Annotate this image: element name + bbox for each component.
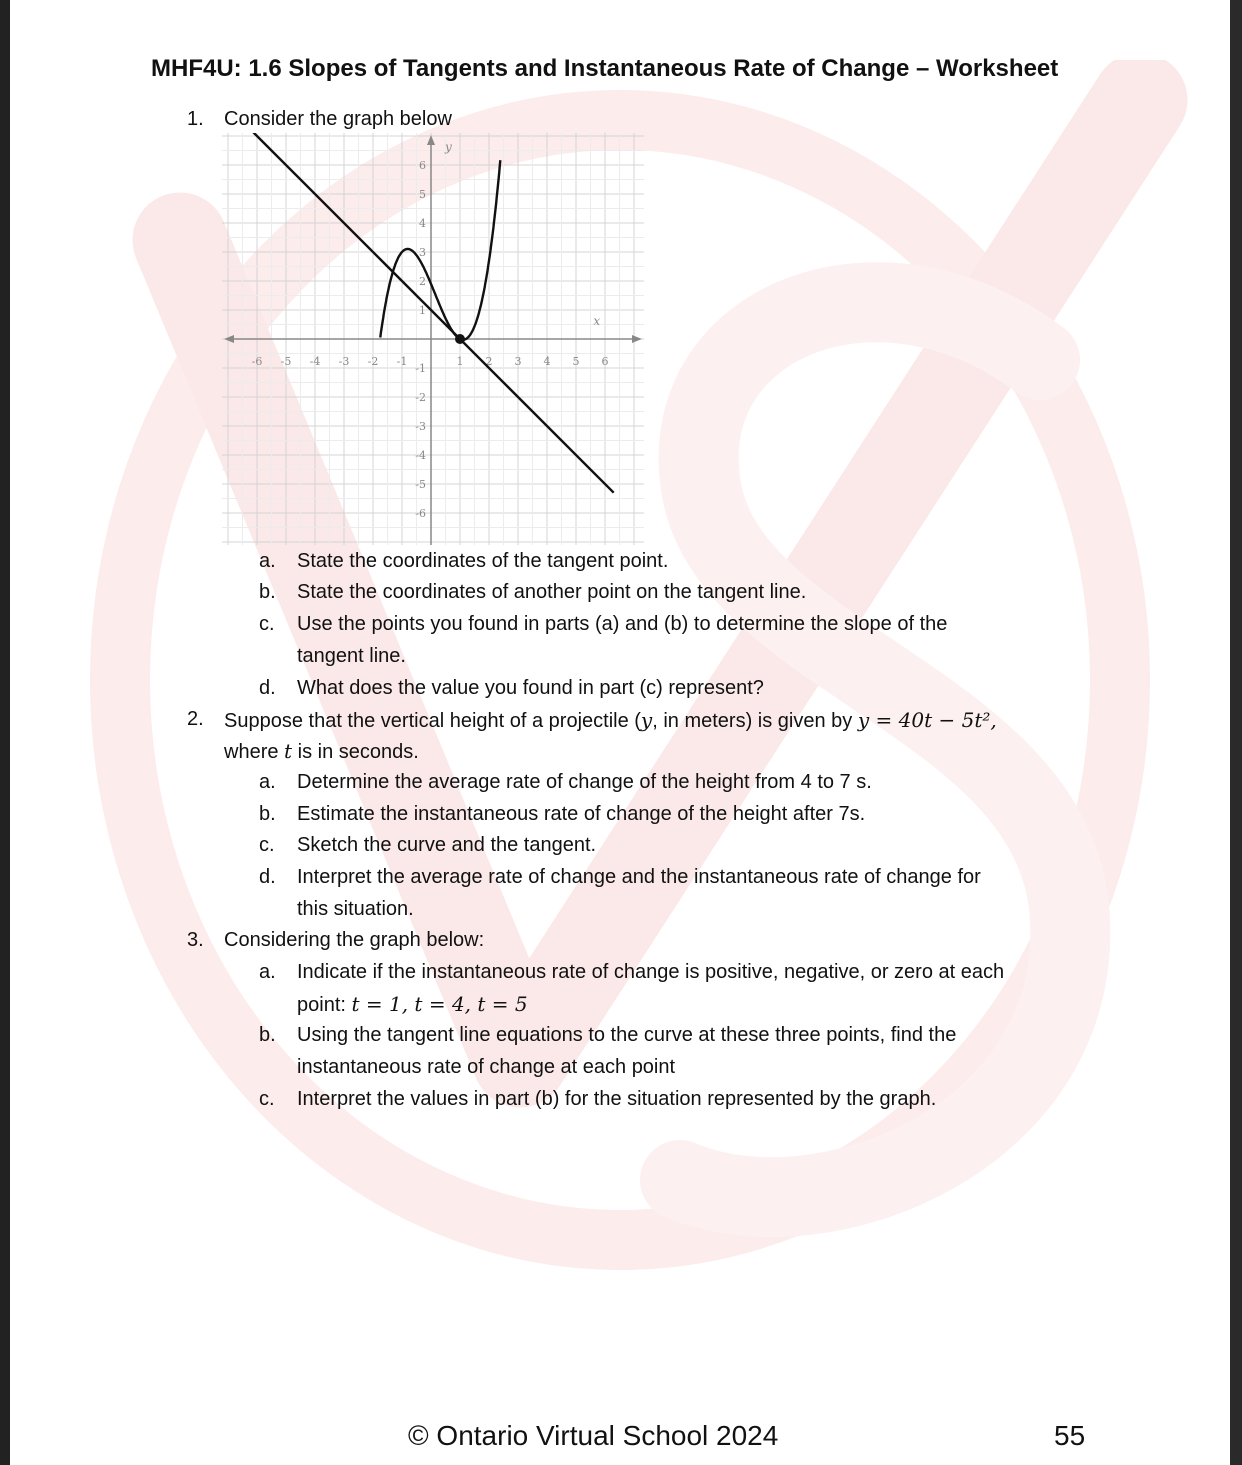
q3-part-b-text-cont: instantaneous rate of change at each point [297,1056,676,1078]
x-tick-label: 1 [456,355,464,368]
x-tick-label: -5 [280,355,292,368]
q3-part-a-text-cont: point: t = 1, t = 4, t = 5 [297,992,528,1016]
y-tick-label: 2 [419,275,426,288]
q3-part-c-letter: c. [259,1088,275,1110]
left-page-edge [0,0,10,1465]
x-tick-label: -2 [367,355,379,368]
cubic-curve [380,160,500,340]
y-tick-label: -6 [415,507,426,520]
x-tick-label: 5 [572,355,580,368]
q1-part-b-text: State the coordinates of another point on the tangent line. [297,581,807,603]
question-3-number: 3. [187,929,204,951]
q2-part-d-text: Interpret the average rate of change and the instantaneous rate of change for [297,866,981,888]
q2-part-a-letter: a. [259,771,276,793]
footer-copyright: © Ontario Virtual School 2024 [408,1420,779,1451]
question-2-number: 2. [187,708,204,730]
y-tick-label: -1 [415,362,426,375]
page-title: MHF4U: 1.6 Slopes of Tangents and Instantaneous Rate of Change – Worksheet [151,55,1059,82]
x-tick-label: 2 [485,355,493,368]
x-axis-arrow-left [224,335,234,343]
x-tick-label: -1 [396,355,408,368]
q3-part-a-text: Indicate if the instantaneous rate of change is positive, negative, or zero at each [297,961,1005,983]
x-axis-label: x [593,314,601,328]
q1-part-c-letter: c. [259,613,275,635]
x-tick-label: -4 [309,355,321,368]
question-2-text: Suppose that the vertical height of a projectile (y, in meters) is given by y = 40t − 5t², [224,708,997,732]
question-3-text: Considering the graph below: [224,929,485,951]
question-1-text: Consider the graph below [224,108,452,130]
q2-part-b-text: Estimate the instantaneous rate of change of the height after 7s. [297,803,866,825]
q2-part-c-letter: c. [259,834,275,856]
y-tick-label: 6 [419,159,426,172]
x-axis-arrow-right [632,335,642,343]
q2-part-b-letter: b. [259,803,276,825]
q1-part-d-letter: d. [259,677,276,699]
y-tick-label: -4 [415,449,426,462]
q2-part-d-text-cont: this situation. [297,898,414,920]
tangent-line [251,133,614,493]
x-tick-label: -3 [338,355,350,368]
y-tick-label: 4 [419,217,426,230]
right-page-edge [1230,0,1242,1465]
y-tick-label: 5 [419,188,426,201]
question-1-number: 1. [187,108,204,130]
q1-part-a-letter: a. [259,550,276,572]
y-tick-label: -2 [415,391,426,404]
y-tick-label: 3 [419,246,426,259]
q3-part-a-letter: a. [259,961,276,983]
q1-part-c-text: Use the points you found in parts (a) and (b) to determine the slope of the [297,613,948,635]
q1-part-c-text-cont: tangent line. [297,645,406,667]
q1-part-a-text: State the coordinates of the tangent point. [297,550,669,572]
y-tick-label: -3 [415,420,426,433]
q2-part-a-text: Determine the average rate of change of the height from 4 to 7 s. [297,771,872,793]
y-tick-label: -5 [415,478,426,491]
tangent-graph [222,133,644,545]
q1-part-b-letter: b. [259,581,276,603]
x-tick-label: -6 [251,355,263,368]
x-tick-label: 3 [514,355,522,368]
y-axis-label: y [445,140,452,154]
q2-part-c-text: Sketch the curve and the tangent. [297,834,597,856]
q1-part-d-text: What does the value you found in part (c) represent? [297,677,764,699]
q3-part-b-text: Using the tangent line equations to the curve at these three points, find the [297,1024,957,1046]
q2-part-d-letter: d. [259,866,276,888]
tangent-point [455,334,465,344]
page-number: 55 [1054,1420,1086,1451]
x-tick-label: 6 [601,355,609,368]
y-tick-label: 1 [419,304,426,317]
x-tick-label: 4 [543,355,551,368]
question-2-text-cont: where t is in seconds. [224,739,419,763]
q3-part-b-letter: b. [259,1024,276,1046]
question-2-equation: y = 40t − 5t², [857,708,997,732]
q3-part-c-text: Interpret the values in part (b) for the situation represented by the graph. [297,1088,937,1110]
